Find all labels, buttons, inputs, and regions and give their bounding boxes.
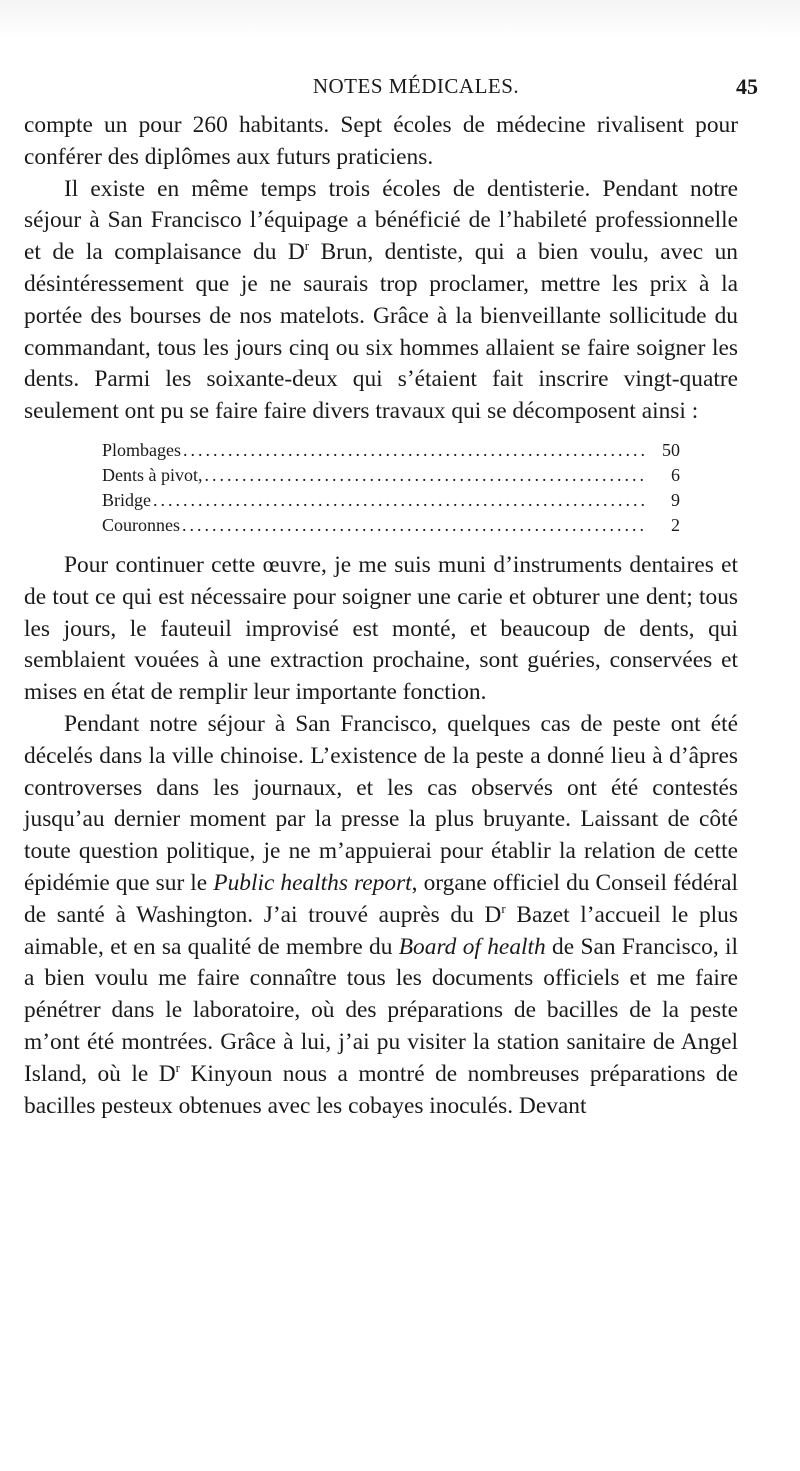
text-segment: de San Francisco, il a bien voulu me faire connaître tous les documents officiels et me faire pénétrer dans le laboratoire, où des préparations de bacilles de la peste m’ont été montrées. Grâce à lui, j’ai pu visiter la station sanitaire de Angel Island, où le D [24,933,739,1087]
text-segment: Kinyoun nous a montré de nombreuses préparations de bacilles pesteux obtenues avec les cobayes inoculés. Devant [24,1060,739,1119]
list-item-value: 50 [662,439,680,460]
organization-title: Board of health [398,933,546,960]
text-segment: , organe officiel du Conseil fédéral de santé à Washington. J’ai trouvé auprès du D [24,869,739,928]
list-item-value: 6 [671,464,680,485]
list-item-value: 2 [671,514,680,535]
list-item-label: Couronnes [102,514,180,535]
list-item [102,438,680,463]
running-title: NOTES MÉDICALES. [312,74,520,98]
superscript: r [175,1059,180,1075]
dot-leader [183,438,648,463]
text-segment: Il existe en même temps trois écoles de dentisterie. Pendant notre séjour à San Francisco l’équipage a bénéficié de l’habileté professionnelle et de la complaisance du D [24,175,738,266]
list-item-value: 9 [671,489,680,510]
page-number: 45 [736,74,758,99]
text-segment: Bazet l’accueil le plus aimable, et en sa qualité de membre du [24,901,738,960]
text-segment: Pendant notre séjour à San Francisco, quelques cas de peste ont été décelés dans la ville chinoise. L’existence de la peste a donné lieu à d’âpres controverses dans les journaux, et les cas observés ont été contestés jusqu’au dernier moment par la presse la plus bruyante. Laissant de côté toute question politique, je ne m’appuierai pour établir la relation de cette épidémie que sur le [24,710,738,896]
paragraph-dentistry [24,174,738,428]
paragraph-plague [24,709,738,1122]
list-item [102,513,680,538]
list-item-label: Dents à pivot, [102,464,203,485]
paragraph-instruments: Pour continuer cette œuvre, je me suis muni d’instruments dentaires et de tout ce qui est nécessaire pour soigner une carie et obturer une dent; tous les jours, le fauteuil improvisé est monté, et beaucoup de dents, qui semblaient vouées à une extraction prochaine, sont guéries, conservées et mises en état de remplir leur importante fonction. [24,551,738,706]
dot-leader [205,463,649,488]
publication-title: Public healths report [213,869,412,896]
list-item [102,463,680,488]
list-item-label: Bridge [102,489,151,510]
superscript: r [304,238,310,254]
dot-leader [182,513,648,538]
running-head [24,70,758,106]
list-item-label: Plombages [102,439,181,460]
dot-leader [153,488,648,513]
text-segment: Brun, dentiste, qui a bien voulu, avec un désintéressement que je ne saurais trop proclamer, mettre les prix à la portée des bourses de nos matelots. Grâce à la bienveillante sollicitude du commandant, tous les jours cinq ou six hommes allaient se faire soigner les dents. Parmi les soixante-deux qui s’étaient fait inscrire vingt-quatre seulement ont pu se faire faire divers travaux qui se décomposent ainsi : [24,239,738,425]
paragraph-continuation: compte un pour 260 habitants. Sept écoles de médecine rivalisent pour conférer des diplômes aux futurs praticiens. [24,112,738,170]
treatment-list [102,438,680,538]
superscript: r [501,900,506,916]
body-text [24,110,738,1122]
list-item [102,488,680,513]
